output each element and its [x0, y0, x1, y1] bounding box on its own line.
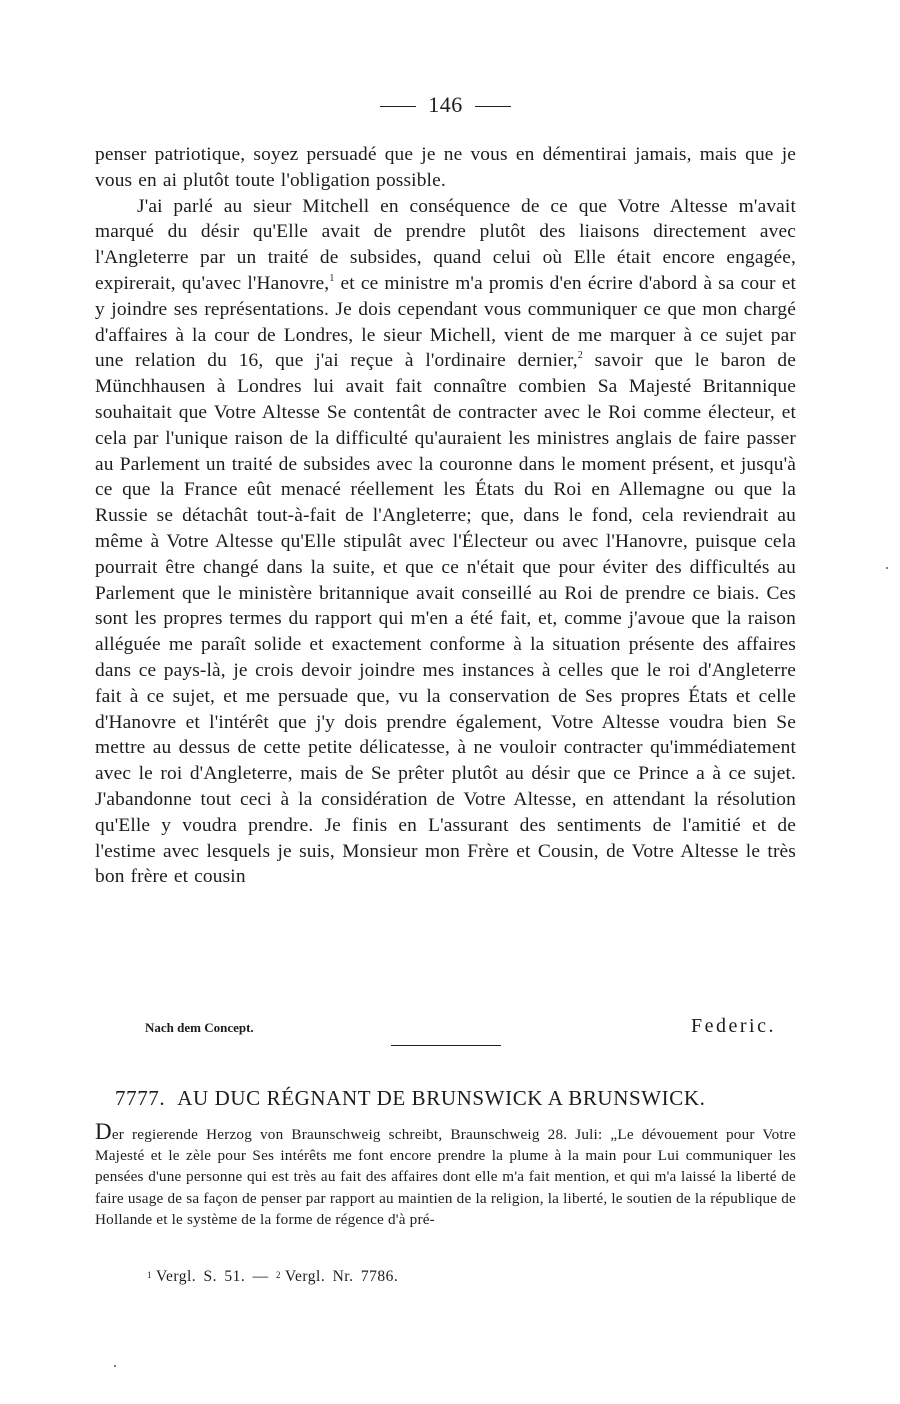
document-summary: [95, 1119, 796, 1230]
footnote-2-mark: 2: [276, 1270, 282, 1280]
page-number: 146: [428, 92, 463, 117]
letter-body: [95, 142, 796, 890]
closing-row: [95, 1014, 796, 1044]
footnote-1-text: Vergl. S. 51.: [156, 1268, 246, 1285]
footnote-1: [147, 1268, 245, 1285]
document-number: 7777.: [115, 1086, 166, 1110]
header-dash-right: [475, 106, 511, 107]
summary-initial: D: [95, 1119, 112, 1144]
page-header: [95, 92, 796, 118]
header-dash-left: [380, 106, 416, 107]
footnote-2: [276, 1268, 398, 1285]
footnote-2-text: Vergl. Nr. 7786.: [285, 1268, 399, 1285]
signature: Federic.: [691, 1015, 776, 1037]
footnote-1-mark: 1: [147, 1270, 152, 1280]
scan-speck: [886, 567, 888, 569]
section-divider: [391, 1045, 501, 1046]
document-heading: [115, 1086, 815, 1111]
footnote-ref-2: 2: [577, 350, 583, 362]
footnotes: [147, 1268, 398, 1286]
letter-paragraph-2-part-b: et ce ministre m'a promis d'en écrire d'abord à sa cour et y joindre ses représentations. Je dois cependant vous communiquer ce que mon chargé d'affaires à la cour de Londres, le sieur Michell, vient de me marquer à ce sujet par une relation du 16, que j'ai reçue à l'ordinaire dernier,: [95, 272, 797, 372]
source-note: Nach dem Concept.: [145, 1020, 254, 1035]
document-title: AU DUC RÉGNANT DE BRUNSWICK A BRUNSWICK.: [177, 1086, 706, 1110]
footnote-ref-1: 1: [329, 272, 335, 284]
letter-paragraph-2-part-a: J'ai parlé au sieur Mitchell en conséquence de ce que Votre Altesse m'avait marqué du désir qu'Elle avait de prendre plutôt des liaisons directement avec l'Angleterre par un traité de subsides, quand celui où Elle était encore engagée, expirerait, qu'avec l'Hanovre,: [95, 195, 796, 294]
letter-paragraph-2: [95, 194, 796, 891]
letter-paragraph-2-part-c: savoir que le baron de Münchhausen à Londres lui avait fait connaître combien Sa Majesté Britannique souhaitait que Votre Altesse Se contentât de contracter avec le Roi comme électeur, et cela par l'unique raison de la difficulté qu'auraient les ministres anglais de faire passer au Parlement un traité de subsides avec la couronne dans le moment présent, et jusqu'à ce que la France eût menacé réellement les États du Roi en Allemagne ou que la Russie se détachât tout-à-fait de l'Angleterre; que, dans le fond, cela reviendrait au même à Votre Altesse qu'Elle stipulât avec l'Électeur ou avec l'Hanovre, puisque cela pourrait être changé dans la suite, et que ce n'était que pour éviter des difficultés au Parlement que le ministère britannique avait conseillé au Roi de prendre ce biais. Ces sont les propres termes du rapport qui m'en a été fait, et, comme j'avoue que la raison alléguée me paraît solide et exactement conforme à la situation présente des affaires dans ce pays-là, je crois devoir joindre mes instances à celles que le roi d'Angleterre fait à ce sujet, et me persuade que, vu la conservation de Ses propres États et celle d'Hanovre et l'intérêt que j'y dois prendre également, Votre Altesse voudra bien Se mettre au dessus de cette petite délicatesse, à ne vouloir contracter qu'immédiatement avec le roi d'Angleterre, mais de Se prêter plutôt au désir que ce Prince a à ce sujet. J'abandonne tout ceci à la considération de Votre Altesse, en attendant la résolution qu'Elle y voudra prendre. Je finis en L'assurant des sentiments de l'amitié et de l'estime avec lesquels je suis, Monsieur mon Frère et Cousin, de Votre Altesse le très bon frère et cousin: [95, 350, 796, 888]
footnote-separator: —: [252, 1268, 269, 1285]
summary-text: er regierende Herzog von Braunschweig schreibt, Braunschweig 28. Juli: „Le dévouement pour Votre Majesté et le zèle pour Ses intérêts me font encore prendre la plume à la main pour Lui communiquer les pensées d'une personne qui est très au fait des affaires dont elle m'a fait mention, et qui m'a laissé la liberté de faire usage de sa façon de penser par rapport au maintien de la religion, la liberté, le soutien de la république de Hollande et le système de la forme de régence d'à pré-: [95, 1126, 796, 1228]
scan-speck: [114, 1365, 116, 1367]
letter-paragraph-1: penser patriotique, soyez persuadé que je ne vous en démentirai jamais, mais que je vous en ai plutôt toute l'obligation possible.: [95, 144, 796, 191]
